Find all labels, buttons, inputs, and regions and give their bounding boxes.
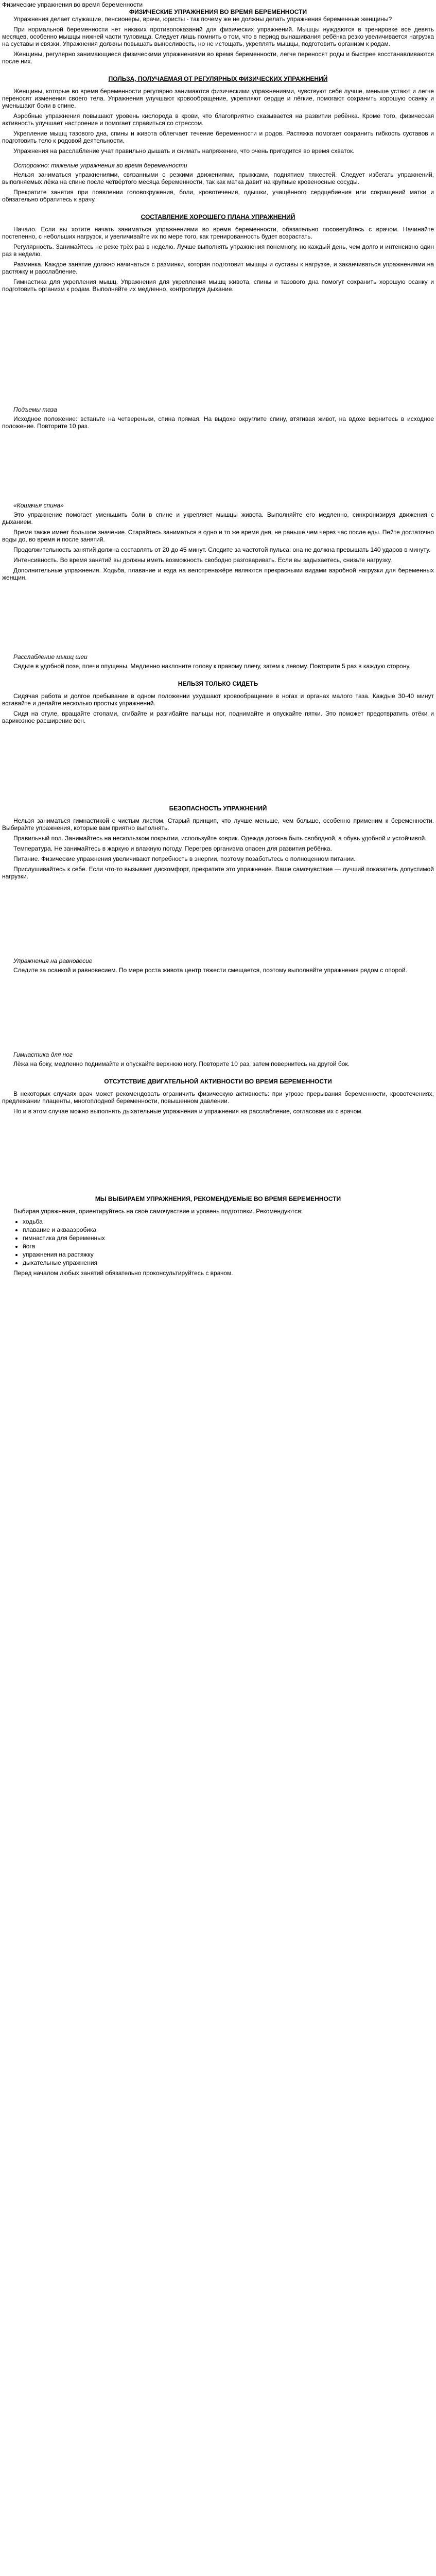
- safety-paragraph-2: Правильный пол. Занимайтесь на нескользком покрытии, используйте коврик. Одежда должна быть свободной, а обувь удобной и устойчивой.: [13, 835, 427, 842]
- recommend-intro: Выбирая упражнения, ориентируйтесь на своё самочувствие и уровень подготовки. Рекомендуются:: [13, 1208, 303, 1215]
- illustration-area: [2, 584, 434, 651]
- caption-cat-back: «Кошачья спина»: [13, 502, 64, 509]
- benefits-paragraph-4: Упражнения на расслабление учат правильно дышать и снимать напряжение, что очень пригодится во время схваток.: [13, 147, 355, 155]
- plan-paragraph-8: Дополнительные упражнения. Ходьба, плавание и езда на велотренажёре являются прекрасными видами аэробной нагрузки для беременных женщин.: [2, 567, 434, 581]
- list-item: • упражнения на растяжку: [23, 1251, 434, 1258]
- plan-paragraph-5: Время также имеет большое значение. Старайтесь заниматься в одно и то же время дня, не раньше чем через час после еды. Пейте достаточно воды до, во время и после занятий.: [2, 529, 434, 543]
- illustration-area: [2, 977, 434, 1044]
- balance-subheading: Упражнения на равновесие: [13, 957, 93, 964]
- intro-paragraph-1: Упражнения делает служащие, пенсионеры, врачи, юристы - так почему же не должны делать упражнения беременные женщины?: [13, 15, 392, 23]
- illustration-area: [2, 1118, 434, 1185]
- recommend-list: [23, 1218, 434, 1266]
- benefits-paragraph-3: Укрепление мышц тазового дна, спины и живота облегчает течение беременности и родов. Растяжка помогает сохранить гибкость суставов и подготовить тело к родовой деятельности.: [2, 130, 434, 144]
- plan-paragraph-6: Продолжительность занятий должна составлять от 20 до 45 минут. Следите за частотой пульса: она не должна превышать 140 ударов в минуту.: [13, 546, 431, 553]
- section-heading-benefits: ПОЛЬЗА, ПОЛУЧАЕМАЯ ОТ РЕГУЛЯРНЫХ ФИЗИЧЕСКИХ УПРАЖНЕНИЙ: [108, 75, 328, 82]
- absence-paragraph-2: Но и в этом случае можно выполнять дыхательные упражнения и упражнения на расслабление, согласовав их с врачом.: [13, 1108, 363, 1115]
- balance-paragraph: Следите за осанкой и равновесием. По мере роста живота центр тяжести смещается, поэтому выполняйте упражнения рядом с опорой.: [13, 967, 407, 974]
- caption-cat-back-text: Это упражнение помогает уменьшить боли в спине и укрепляет мышцы живота. Выполняйте его медленно, синхронизируя движения с дыханием.: [2, 511, 434, 526]
- absence-paragraph-1: В некоторых случаях врач может рекомендовать ограничить физическую активность: при угрозе прерывания беременности, кровотечениях, предлежании плаценты, многоплодной беременности, повышенном давлении.: [2, 1090, 434, 1105]
- section-heading-absence: ОТСУТСТВИЕ ДВИГАТЕЛЬНОЙ АКТИВНОСТИ ВО ВРЕМЯ БЕРЕМЕННОСТИ: [104, 1078, 332, 1085]
- plan-paragraph-3: Разминка. Каждое занятие должно начинаться с разминки, которая подготовит мышцы и суставы к нагрузке, и заканчиваться упражнениями на растяжку и расслабление.: [2, 261, 434, 275]
- caution-paragraph-2: Прекратите занятия при появлении головокружения, боли, кровотечения, одышки, учащённого сердцебиения или сокращений матки и обязательно обратитесь к врачу.: [2, 189, 434, 203]
- plan-paragraph-1: Начало. Если вы хотите начать заниматься упражнениями во время беременности, обязательно посоветуйтесь с врачом. Начинайте постепенно, с небольших нагрузок, и увеличивайте их по мере того, как тренированность будет возрастать.: [2, 226, 434, 240]
- section-heading-safety: БЕЗОПАСНОСТЬ УПРАЖНЕНИЙ: [169, 805, 267, 812]
- safety-paragraph-4: Питание. Физические упражнения увеличивают потребность в энергии, поэтому позаботьтесь о полноценном питании.: [13, 855, 356, 862]
- caption-pelvic-lift: Подъемы таза: [13, 406, 57, 413]
- document: [0, 0, 436, 1277]
- caution-paragraph-1: Нельзя заниматься упражнениями, связанными с резкими движениями, прыжками, поднятием тяжестей. Следует избегать упражнений, выполняемых лёжа на спине после четвёртого месяца беременности, так как матка давит на крупные кровеносные сосуды.: [2, 171, 434, 185]
- legs-paragraph: Лёжа на боку, медленно поднимайте и опускайте верхнюю ногу. Повторите 10 раз, затем повернитесь на другой бок.: [13, 1060, 350, 1067]
- list-item: • йога: [23, 1243, 434, 1250]
- recommend-note: Перед началом любых занятий обязательно проконсультируйтесь с врачом.: [13, 1269, 233, 1277]
- illustration-area: [2, 296, 434, 404]
- safety-paragraph-3: Температура. Не занимайтесь в жаркую и влажную погоду. Перегрев организма опасен для развития ребёнка.: [13, 845, 332, 852]
- caption-pelvic-lift-text: Исходное положение: встаньте на четвереньки, спина прямая. На выдохе округлите спину, втягивая живот, на вдохе вернитесь в исходное положение. Повторите 10 раз.: [2, 415, 434, 430]
- benefits-paragraph-1: Женщины, которые во время беременности регулярно занимаются физическими упражнениями, чувствуют себя лучше, меньше устают и легче переносят изменения своего тела. Упражнения улучшают кровообращение, укрепляют сердце и лёгкие, помогают сохранить хорошую осанку и уменьшают боли в спине.: [2, 88, 434, 109]
- plan-paragraph-2: Регулярность. Занимайтесь не реже трёх раз в неделю. Лучше выполнять упражнения понемногу, но каждый день, чем долго и интенсивно один раз в неделю.: [2, 243, 434, 258]
- caution-subheading: Осторожно: тяжелые упражнения во время беременности: [13, 162, 187, 169]
- sitting-paragraph-2: Сидя на стуле, вращайте стопами, сгибайте и разгибайте пальцы ног, поднимайте и опускайте пятки. Это поможет предотвратить отёки и варикозное расширение вен.: [2, 710, 434, 724]
- document-header-line: Физические упражнения во время беременности: [2, 1, 143, 8]
- illustration-area: [2, 883, 434, 950]
- intro-paragraph-3: Женщины, регулярно занимающиеся физическими упражнениями во время беременности, легче переносят роды и быстрее восстанавливаются после них.: [2, 50, 434, 65]
- section-heading-plan: СОСТАВЛЕНИЕ ХОРОШЕГО ПЛАНА УПРАЖНЕНИЙ: [141, 213, 295, 221]
- intro-paragraph-2: При нормальной беременности нет никаких противопоказаний для физических упражнений. Мышцы нуждаются в тренировке все девять месяцев, особенно мышцы нижней части туловища. Следует лишь помнить о том, что в период вынашивания ребёнка резко увеличивается нагрузка на суставы и связки. Упражнения должны повышать выносливость, но не истощать, укреплять мышцы, подготовить организм к родам.: [2, 26, 434, 47]
- benefits-paragraph-2: Аэробные упражнения повышают уровень кислорода в крови, что благоприятно сказывается на развитии ребёнка. Кроме того, физическая активность улучшает настроение и помогает справиться со стрессом.: [2, 112, 434, 127]
- illustration-area: [2, 727, 434, 794]
- list-item: • плавание и аквааэробика: [23, 1226, 434, 1233]
- list-item: • дыхательные упражнения: [23, 1259, 434, 1266]
- section-heading-sitting: НЕЛЬЗЯ ТОЛЬКО СИДЕТЬ: [178, 680, 258, 687]
- safety-paragraph-1: Нельзя заниматься гимнастикой с чистым листом. Старый принцип, что лучше меньше, чем больше, особенно применим к беременности. Выбирайте упражнения, которые вам приятно выполнять.: [2, 817, 434, 832]
- plan-paragraph-4: Гимнастика для укрепления мышц. Упражнения для укрепления мышц живота, спины и тазового дна помогут сохранить хорошую осанку и подготовить организм к родам. Выполняйте их медленно, контролируя дыхание.: [2, 278, 434, 293]
- safety-paragraph-5: Прислушивайтесь к себе. Если что-то вызывает дискомфорт, прекратите это упражнение. Ваше самочувствие — лучший показатель допустимой нагрузки.: [2, 866, 434, 880]
- list-item: • ходьба: [23, 1218, 434, 1225]
- illustration-area: [2, 433, 434, 500]
- caption-neck-relax-text: Сядьте в удобной позе, плечи опущены. Медленно наклоните голову к правому плечу, затем к левому. Повторите 5 раз в каждую сторону.: [13, 663, 411, 670]
- legs-subheading: Гимнастика для ног: [13, 1051, 73, 1058]
- sitting-paragraph-1: Сидячая работа и долгое пребывание в одном положении ухудшают кровообращение в ногах и органах малого таза. Каждые 30-40 минут вставайте и делайте несколько простых упражнений.: [2, 692, 434, 707]
- section-heading-recommend: МЫ ВЫБИРАЕМ УПРАЖНЕНИЯ, РЕКОМЕНДУЕМЫЕ ВО ВРЕМЯ БЕРЕМЕННОСТИ: [95, 1195, 341, 1202]
- document-title: ФИЗИЧЕСКИЕ УПРАЖНЕНИЯ ВО ВРЕМЯ БЕРЕМЕННОСТИ: [129, 8, 307, 15]
- plan-paragraph-7: Интенсивность. Во время занятий вы должны иметь возможность свободно разговаривать. Если вы задыхаетесь, снизьте нагрузку.: [13, 556, 392, 564]
- caption-neck-relax: Расслабление мышц шеи: [13, 653, 88, 660]
- list-item: • гимнастика для беременных: [23, 1234, 434, 1242]
